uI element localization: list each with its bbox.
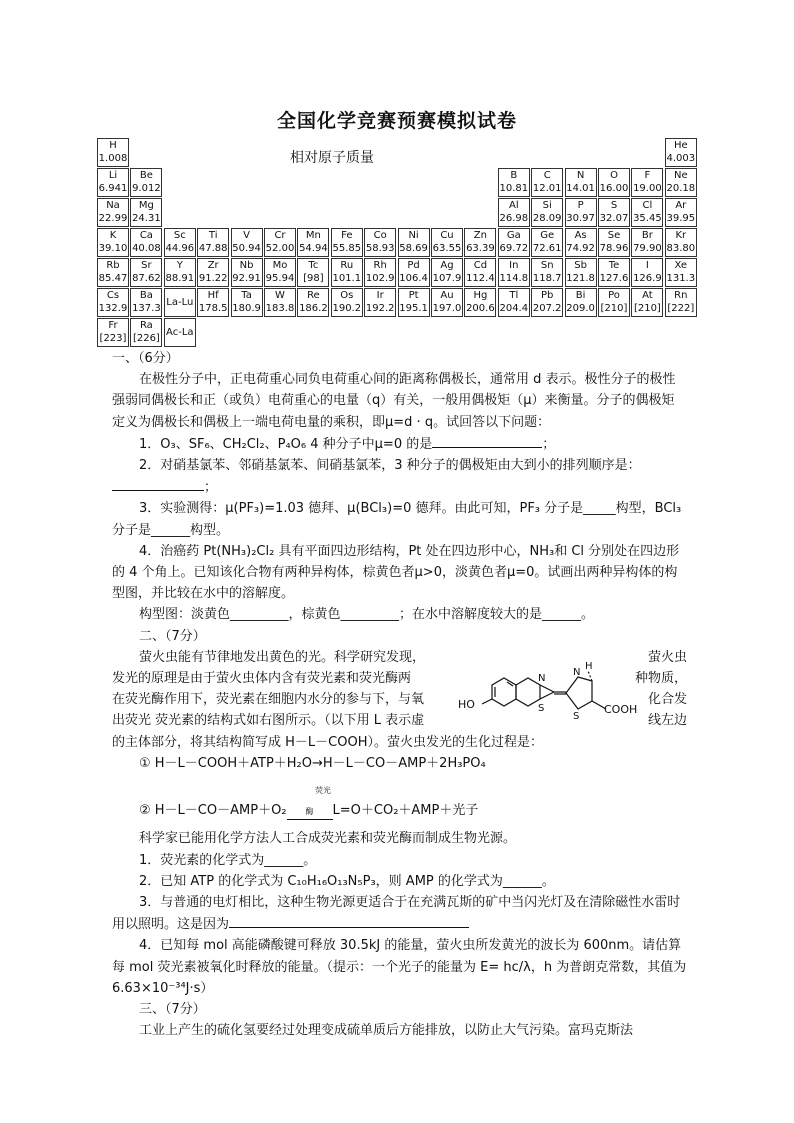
element-mass: 4.003 [666,153,696,164]
element-cell [364,228,396,257]
element-symbol: Si [542,200,552,211]
q2-line5: 的主体部分，将其结构简写成 H－L－COOH）。萤火虫发光的生化过程是： [112,734,543,750]
q2-equation-1: ① H－L－COOH＋ATP＋H₂O→H－L－CO－AMP＋2H₃PO₄ [139,755,486,771]
element-mass: 28.09 [532,213,562,224]
element-mass: 186.2 [299,303,328,314]
element-cell [631,198,663,227]
q2-eq2-right: L=O＋CO₂＋AMP＋光子 [332,803,479,819]
element-mass: 35.45 [633,213,662,224]
element-cell [97,138,129,167]
element-symbol: Cr [274,230,286,241]
element-cell [531,258,563,287]
element-mass: 183.8 [265,303,295,314]
element-symbol: Rb [106,260,120,271]
element-mass: 10.81 [499,183,529,194]
element-mass: 83.80 [666,243,696,254]
element-mass: 55.85 [332,243,362,254]
element-cell [297,228,329,257]
element-mass: 132.9 [98,303,128,314]
element-mass: [210] [600,303,628,314]
element-cell [297,258,329,287]
element-mass: 127.6 [599,273,629,284]
element-symbol: Cs [106,290,120,301]
element-mass: 192.2 [365,303,395,314]
element-cell [331,288,363,317]
element-mass: 91.22 [198,273,228,284]
element-symbol: Ni [408,230,419,241]
element-mass: 85.47 [98,273,128,284]
periodic-table-caption: 相对原子质量 [290,150,374,166]
element-symbol: B [510,170,518,181]
element-cell [498,228,530,257]
element-symbol: Os [340,290,354,301]
element-symbol: Ge [540,230,555,241]
element-mass: 180.9 [232,303,261,314]
element-cell [130,198,162,227]
exam-content [112,348,687,1042]
element-cell [331,228,363,257]
element-mass: 95.94 [265,273,295,284]
q2-line3-left: 在荧光酶作用下，荧光素在细胞内水分的参与下，与氧 [112,692,425,708]
q2-sub3-blank[interactable] [229,913,469,928]
element-cell [97,228,129,257]
element-symbol: Ru [340,260,354,271]
element-cell [531,198,563,227]
element-mass: 30.97 [566,213,595,224]
element-symbol: Li [108,170,118,181]
element-cell [264,288,296,317]
element-cell [231,288,263,317]
element-cell [364,288,396,317]
element-cell [197,288,229,317]
element-cell [665,258,697,287]
element-symbol: Cu [440,230,454,241]
element-symbol: Mn [305,230,321,241]
element-mass: 195.1 [399,303,428,314]
element-cell [130,258,162,287]
periodic-table [97,138,699,350]
element-symbol: Po [608,290,620,301]
element-symbol: Ar [675,200,687,211]
element-mass: 39.10 [98,243,128,254]
element-mass: 204.4 [499,303,529,314]
q1-sub4-answer: 构型图：淡黄色_________，棕黄色_________；在水中溶解度较大的是______。 [139,607,595,623]
element-cell [631,228,663,257]
element-cell [231,258,263,287]
q3-text: 工业上产生的硫化氢要经过处理变成硫单质后方能排放，以防止大气污染。富玛克斯法 [139,1023,634,1039]
element-mass: 19.00 [633,183,662,194]
element-cell [464,258,496,287]
q2-intro-block [112,647,687,732]
element-cell [431,288,463,317]
q2-line2-left: 发光的原理是由于萤火虫体内含有荧光素和荧光酶两 [112,671,412,687]
element-mass: 16.00 [599,183,629,194]
element-mass: 74.92 [566,243,595,254]
element-cell [598,198,630,227]
element-mass: 63.55 [432,243,462,254]
element-cell [97,318,129,347]
element-symbol: Ti [208,230,218,241]
element-cell [565,198,597,227]
element-cell [97,198,129,227]
element-mass: 102.9 [365,273,395,284]
element-mass: [226] [132,333,160,344]
element-symbol: Ra [139,320,153,331]
structure-ho-label: HO [458,697,475,711]
q2-line1-right: 萤火虫 [647,649,687,665]
element-mass: 58.69 [399,243,428,254]
element-mass: 54.94 [299,243,328,254]
element-cell [398,288,430,317]
element-symbol: Ba [139,290,153,301]
element-cell [164,318,196,347]
element-cell [464,288,496,317]
q2-sub3-text: 3．与普通的电灯相比，这种生物光源更适合于在充满瓦斯的矿中当闪光灯及在清除磁性水雷时用以照明。这是因为 [112,895,681,933]
q2-header: 二、（7分） [139,628,206,644]
element-symbol: W [275,290,285,301]
element-mass: 79.90 [633,243,662,254]
element-symbol: Mg [138,200,154,211]
element-cell [431,228,463,257]
element-symbol: Ca [139,230,153,241]
q2-sub1: 1．荧光素的化学式为______。 [139,852,317,868]
element-symbol: He [673,140,688,151]
element-symbol: Re [307,290,320,301]
element-symbol: Bi [575,290,586,301]
element-cell [264,228,296,257]
element-cell [197,228,229,257]
element-mass: 26.98 [499,213,529,224]
q2-eq2-arrow: 荧光酶 [287,780,333,822]
element-symbol: Br [641,230,653,241]
element-symbol: Kr [675,230,687,241]
element-symbol: Hg [473,290,488,301]
element-symbol: I [645,260,649,271]
element-cell [665,288,697,317]
element-symbol: Tc [308,260,319,271]
element-cell [631,288,663,317]
element-cell [231,228,263,257]
element-symbol: Fe [341,230,353,241]
q2-line2-right: 种物质， [634,671,687,687]
element-cell [97,258,129,287]
q1-header: 一、（6分） [112,351,179,366]
element-cell [164,228,196,257]
element-cell [598,168,630,197]
element-symbol: Na [106,200,120,211]
element-cell [331,258,363,287]
element-mass: 178.5 [198,303,228,314]
element-mass: 20.18 [666,183,696,194]
element-mass: [222] [667,303,695,314]
element-mass: 58.93 [365,243,395,254]
element-symbol: C [543,170,551,181]
element-cell [264,258,296,287]
element-symbol: Te [608,260,620,271]
element-mass: [210] [633,303,661,314]
element-symbol: Hf [207,290,219,301]
q1-sub2-blank[interactable] [112,476,204,491]
element-symbol: Xe [674,260,688,271]
element-symbol: Sn [540,260,554,271]
element-symbol: O [610,170,618,181]
element-symbol: Fr [108,320,118,331]
q1-sub1 [112,433,687,455]
q2-sub4: 4．已知每 mol 高能磷酸键可释放 30.5kJ 的能量，萤火虫所发黄光的波长为 600nm。请估算每 mol 荧光素被氧化时释放的能量。（提示：一个光子的能量为 E= hc/λ，h 为普朗克常数，其值为 6.63×10⁻³⁴J·s） [112,938,687,996]
q1-sub2-end: ； [204,480,218,496]
element-mass: 121.8 [566,273,595,284]
element-symbol: F [644,170,651,181]
element-symbol: La-Lu [166,297,194,308]
element-symbol: N [576,170,585,181]
element-symbol: Nb [239,260,254,271]
element-mass: 44.96 [165,243,195,254]
page-title: 全国化学竞赛预赛模拟试卷 [276,110,517,132]
element-cell [498,168,530,197]
element-mass: 137.3 [132,303,161,314]
element-mass: 112.4 [466,273,495,284]
structure-n2-label: N [573,666,581,678]
structure-s1-label: S [538,702,545,714]
element-cell [665,228,697,257]
element-mass: 24.31 [132,213,161,224]
q2-sub2: 2．已知 ATP 的化学式为 C₁₀H₁₆O₁₃N₅P₃，则 AMP 的化学式为______。 [139,873,555,889]
element-symbol: Ir [376,290,384,301]
q2-sub3 [112,892,687,935]
element-mass: 207.2 [532,303,562,314]
element-mass: [98] [303,273,324,284]
structure-h-label: H [585,660,593,672]
element-mass: 190.2 [332,303,362,314]
q1-sub1-end: ； [542,436,556,452]
element-cell [97,288,129,317]
element-symbol: Rh [373,260,387,271]
element-mass: 50.94 [232,243,261,254]
element-symbol: Mo [272,260,288,271]
element-mass: [223] [99,333,127,344]
element-cell [665,138,697,167]
element-symbol: Ac-La [166,327,194,338]
element-symbol: Ag [440,260,454,271]
element-symbol: Be [139,170,153,181]
element-mass: 106.4 [399,273,428,284]
q1-sub1-blank[interactable] [432,433,542,448]
element-cell [531,168,563,197]
element-mass: 131.3 [666,273,696,284]
element-symbol: Se [607,230,621,241]
element-mass: 126.9 [633,273,662,284]
luciferin-structure [454,651,650,727]
element-symbol: Co [373,230,387,241]
element-symbol: H [109,140,117,151]
q2-line1-left: 萤火虫能有节律地发出黄色的光。科学研究发现， [139,649,426,665]
element-cell [498,288,530,317]
element-mass: 118.7 [532,273,562,284]
element-symbol: Al [508,200,519,211]
element-cell [531,228,563,257]
q2-line3-right: 化合发 [647,692,687,708]
element-cell [197,258,229,287]
element-cell [531,288,563,317]
q2-summary: 科学家已能用化学方法人工合成荧光素和荧光酶而制成生物光源。 [139,831,517,847]
element-symbol: Ga [506,230,521,241]
element-cell [398,258,430,287]
element-cell [665,198,697,227]
element-mass: 12.01 [532,183,562,194]
element-mass: 1.008 [98,153,128,164]
element-cell [164,288,196,317]
element-mass: 72.61 [532,243,562,254]
element-mass: 101.1 [332,273,362,284]
element-cell [364,258,396,287]
element-symbol: Sc [173,230,186,241]
q2-line4-right: 线左边 [647,713,687,729]
element-symbol: Pb [540,290,554,301]
element-mass: 87.62 [132,273,161,284]
element-mass: 88.91 [165,273,195,284]
element-symbol: Tl [509,290,519,301]
element-cell [464,228,496,257]
element-cell [398,228,430,257]
element-mass: 22.99 [98,213,128,224]
element-symbol: P [577,200,584,211]
element-cell [297,288,329,317]
element-cell [498,198,530,227]
element-mass: 107.9 [432,273,462,284]
element-symbol: V [243,230,251,241]
q1-sub4: 4．治癌药 Pt(NH₃)₂Cl₂ 具有平面四边形结构，Pt 处在四边形中心，NH₃和 Cl 分别处在四边形的 4 个角上。已知该化合物有两种异构体，棕黄色者μ>0，淡黄色者μ=0。试画出两种异构体的构型图，并比较在水中的溶解度。 [112,543,680,602]
element-mass: 114.8 [499,273,529,284]
element-cell [565,168,597,197]
element-symbol: Sr [141,260,152,271]
structure-s2-label: S [573,710,580,722]
element-symbol: Cd [473,260,488,271]
element-cell [565,228,597,257]
element-symbol: In [509,260,519,271]
element-symbol: At [642,290,653,301]
element-mass: 197.0 [432,303,462,314]
q1-sub2-text: 2．对硝基氯苯、邻硝基氯苯、间硝基氯苯，3 种分子的偶极矩由大到小的排列顺序是： [139,458,641,474]
q1-intro: 在极性分子中，正电荷重心同负电荷重心间的距离称偶极长，通常用 d 表示。极性分子的极性强弱同偶极长和正（或负）电荷重心的电量（q）有关，一般用偶极矩（μ）来衡量。分子的偶极矩定义为偶极长和偶极上一端电荷电量的乘积，即μ=d · q。试回答以下问题： [112,372,676,430]
element-cell [598,228,630,257]
element-cell [565,258,597,287]
element-cell [598,288,630,317]
element-mass: 78.96 [599,243,629,254]
element-symbol: Cl [642,200,653,211]
q2-equation-2 [112,780,687,822]
element-cell [130,168,162,197]
element-mass: 40.08 [132,243,161,254]
q1-sub1-text: 1．O₃、SF₆、CH₂Cl₂、P₄O₆ 4 种分子中μ=0 的是 [139,436,433,452]
element-cell [431,258,463,287]
element-mass: 63.39 [466,243,495,254]
q1-sub2 [112,455,687,498]
element-cell [164,258,196,287]
element-cell [598,258,630,287]
element-cell [665,168,697,197]
element-mass: 69.72 [499,243,529,254]
element-cell [130,288,162,317]
q2-eq2-left: ② H－L－CO－AMP＋O₂ [139,803,287,819]
element-cell [565,288,597,317]
element-symbol: S [610,200,618,211]
element-mass: 14.01 [566,183,595,194]
element-symbol: Au [440,290,454,301]
element-cell [97,168,129,197]
element-mass: 200.6 [466,303,495,314]
element-symbol: Pt [408,290,419,301]
element-mass: 209.0 [566,303,595,314]
element-mass: 9.012 [132,183,161,194]
element-symbol: Zr [207,260,219,271]
element-mass: 6.941 [98,183,128,194]
element-cell [130,318,162,347]
element-symbol: K [109,230,117,241]
element-symbol: Ta [241,290,252,301]
q3-header: 三、（7分） [139,1002,206,1018]
element-cell [631,168,663,197]
element-mass: 52.00 [265,243,295,254]
element-cell [130,228,162,257]
element-symbol: Ne [673,170,688,181]
element-cell [498,258,530,287]
element-mass: 39.95 [666,213,696,224]
q2-line4-left: 出荧光 荧光素的结构式如右图所示。（以下用 L 表示虚 [112,713,425,729]
element-symbol: As [574,230,587,241]
element-symbol: Pd [407,260,420,271]
element-symbol: Sb [574,260,587,271]
element-mass: 32.07 [599,213,629,224]
element-symbol: Rn [674,290,688,301]
element-mass: 47.88 [198,243,228,254]
element-symbol: Y [176,260,183,271]
structure-cooh-label: COOH [604,702,638,716]
element-symbol: Zn [473,230,487,241]
q1-sub3: 3．实验测得：μ(PF₃)=1.03 德拜、μ(BCl₃)=0 德拜。由此可知，PF₃ 分子是_____构型，BCl₃ 分子是______构型。 [112,501,682,538]
element-cell [631,258,663,287]
element-mass: 92.91 [232,273,261,284]
structure-n1-label: N [538,672,546,684]
